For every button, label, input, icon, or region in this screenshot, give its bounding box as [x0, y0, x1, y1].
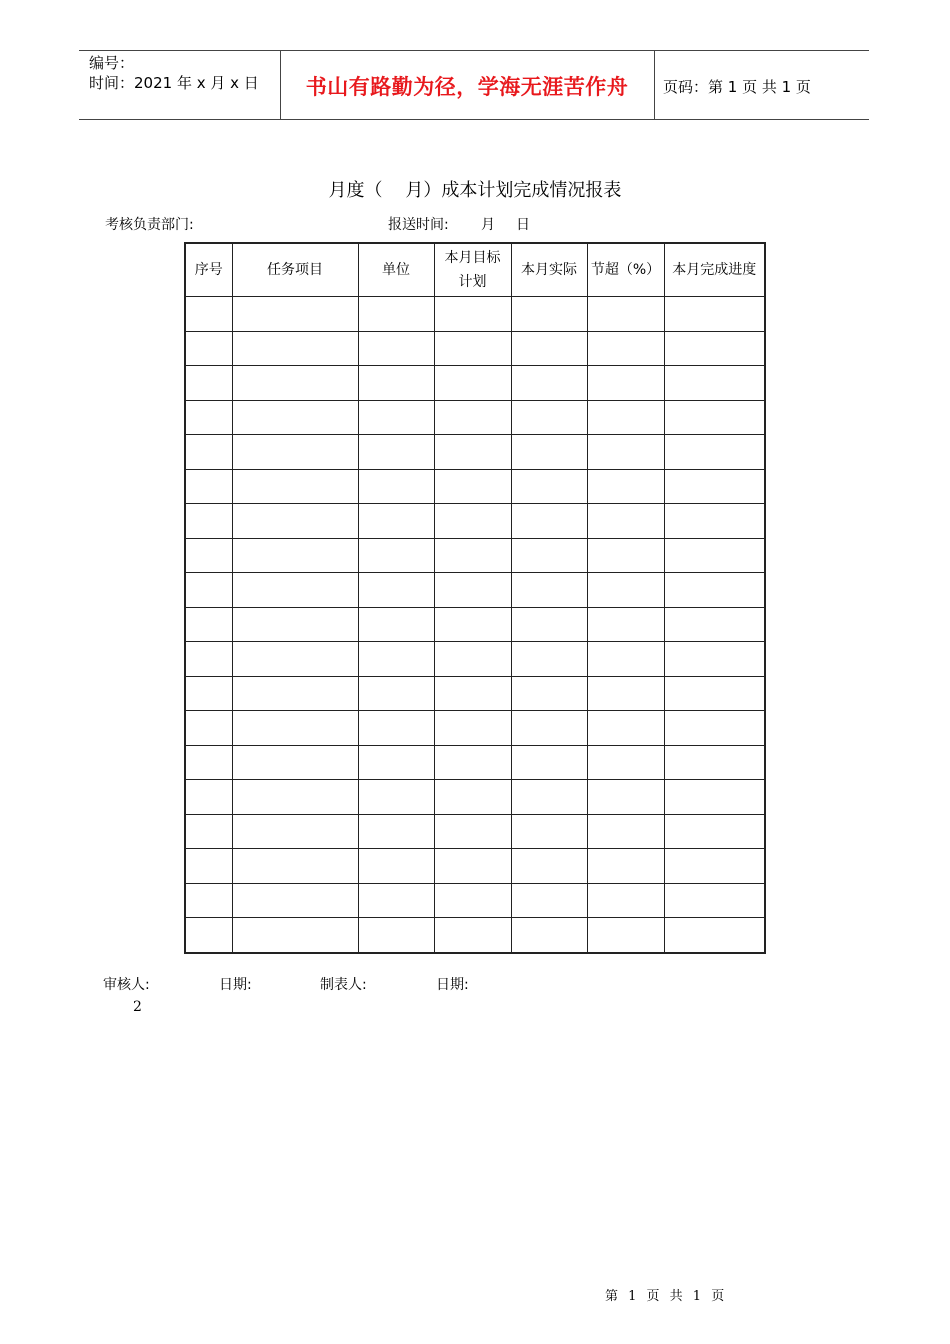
page-number: 2	[133, 999, 142, 1015]
table-cell[interactable]	[511, 814, 587, 849]
table-cell[interactable]	[358, 676, 434, 711]
table-cell[interactable]	[232, 573, 358, 608]
table-cell[interactable]	[358, 366, 434, 401]
table-cell[interactable]	[587, 918, 664, 953]
table-cell[interactable]	[358, 538, 434, 573]
table-cell[interactable]	[358, 883, 434, 918]
col-header-index: 序号	[185, 243, 232, 297]
table-cell[interactable]	[664, 745, 765, 780]
table-row	[185, 883, 765, 918]
col-header-target	[434, 243, 511, 297]
table-cell[interactable]	[511, 642, 587, 677]
table-cell[interactable]	[587, 366, 664, 401]
table-cell[interactable]	[358, 331, 434, 366]
table-cell[interactable]	[664, 814, 765, 849]
table-cell[interactable]	[232, 918, 358, 953]
month-label: 月	[481, 217, 495, 233]
table-cell[interactable]	[664, 573, 765, 608]
table-cell[interactable]	[664, 849, 765, 884]
table-cell[interactable]	[434, 642, 511, 677]
table-cell[interactable]	[587, 297, 664, 332]
table-cell[interactable]	[358, 745, 434, 780]
table-cell[interactable]	[664, 297, 765, 332]
table-cell[interactable]	[511, 504, 587, 539]
table-cell[interactable]	[587, 849, 664, 884]
table-cell[interactable]	[358, 918, 434, 953]
table-cell[interactable]	[587, 745, 664, 780]
table-cell[interactable]	[664, 400, 765, 435]
col-header-target-text: 本月目标计划	[444, 250, 501, 290]
table-cell[interactable]	[511, 297, 587, 332]
col-header-task: 任务项目	[232, 243, 358, 297]
table-row	[185, 849, 765, 884]
table-cell[interactable]	[185, 435, 232, 470]
table-cell[interactable]	[587, 331, 664, 366]
table-cell[interactable]	[587, 676, 664, 711]
table-cell[interactable]	[511, 918, 587, 953]
table-cell[interactable]	[434, 607, 511, 642]
table-cell[interactable]	[511, 435, 587, 470]
table-cell[interactable]	[434, 711, 511, 746]
table-cell[interactable]	[664, 366, 765, 401]
table-cell[interactable]	[358, 504, 434, 539]
table-cell[interactable]	[358, 573, 434, 608]
table-cell[interactable]	[358, 435, 434, 470]
page-info: 页码：第 1 页 共 1 页	[663, 78, 811, 96]
table-cell[interactable]	[185, 642, 232, 677]
table-cell[interactable]	[587, 504, 664, 539]
table-body	[185, 297, 765, 953]
time-label: 时间：2021 年 x 月 x 日	[89, 74, 259, 92]
col-header-unit: 单位	[358, 243, 434, 297]
maker-label: 制表人:	[320, 977, 367, 993]
table-row	[185, 366, 765, 401]
table-cell[interactable]	[185, 711, 232, 746]
table-row	[185, 331, 765, 366]
table-cell[interactable]	[434, 780, 511, 815]
table-cell[interactable]	[664, 331, 765, 366]
table-cell[interactable]	[185, 573, 232, 608]
table-cell[interactable]	[587, 400, 664, 435]
table-row	[185, 538, 765, 573]
table-cell[interactable]	[434, 814, 511, 849]
report-table	[184, 242, 766, 954]
table-cell[interactable]	[185, 918, 232, 953]
table-cell[interactable]	[434, 504, 511, 539]
table-cell[interactable]	[587, 607, 664, 642]
table-cell[interactable]	[511, 849, 587, 884]
date-label-2: 日期:	[436, 977, 469, 993]
table-cell[interactable]	[185, 366, 232, 401]
table-cell[interactable]	[664, 504, 765, 539]
table-cell[interactable]	[434, 366, 511, 401]
table-cell[interactable]	[232, 538, 358, 573]
table-cell[interactable]	[185, 504, 232, 539]
reviewer-label: 审核人:	[103, 977, 150, 993]
table-cell[interactable]	[664, 676, 765, 711]
table-cell[interactable]	[232, 435, 358, 470]
table-cell[interactable]	[358, 400, 434, 435]
code-label: 编号：	[89, 54, 135, 72]
table-cell[interactable]	[185, 849, 232, 884]
table-cell[interactable]	[232, 400, 358, 435]
table-cell[interactable]	[232, 780, 358, 815]
table-row	[185, 435, 765, 470]
table-row	[185, 607, 765, 642]
table-cell[interactable]	[511, 883, 587, 918]
table-cell[interactable]	[232, 297, 358, 332]
col-header-actual: 本月实际	[511, 243, 587, 297]
table-cell[interactable]	[664, 918, 765, 953]
table-cell[interactable]	[185, 745, 232, 780]
table-cell[interactable]	[232, 883, 358, 918]
table-cell[interactable]	[185, 883, 232, 918]
table-cell[interactable]	[185, 780, 232, 815]
table-cell[interactable]	[664, 711, 765, 746]
table-row	[185, 573, 765, 608]
table-cell[interactable]	[511, 676, 587, 711]
table-cell[interactable]	[185, 676, 232, 711]
table-row	[185, 400, 765, 435]
table-cell[interactable]	[232, 676, 358, 711]
table-cell[interactable]	[434, 400, 511, 435]
table-cell[interactable]	[185, 814, 232, 849]
table-cell[interactable]	[587, 538, 664, 573]
table-cell[interactable]	[358, 642, 434, 677]
table-cell[interactable]	[434, 469, 511, 504]
table-cell[interactable]	[434, 883, 511, 918]
table-cell[interactable]	[232, 331, 358, 366]
table-cell[interactable]	[232, 504, 358, 539]
table-cell[interactable]	[587, 711, 664, 746]
table-cell[interactable]	[185, 297, 232, 332]
table-row	[185, 814, 765, 849]
table-cell[interactable]	[232, 469, 358, 504]
table-cell[interactable]	[664, 780, 765, 815]
table-cell[interactable]	[185, 331, 232, 366]
table-cell[interactable]	[434, 331, 511, 366]
table-row	[185, 780, 765, 815]
table-row	[185, 642, 765, 677]
table-cell[interactable]	[511, 573, 587, 608]
table-cell[interactable]	[664, 642, 765, 677]
table-row	[185, 504, 765, 539]
table-cell[interactable]	[232, 814, 358, 849]
table-cell[interactable]	[511, 331, 587, 366]
table-cell[interactable]	[587, 642, 664, 677]
table-cell[interactable]	[587, 573, 664, 608]
table-cell[interactable]	[358, 711, 434, 746]
table-cell[interactable]	[511, 607, 587, 642]
table-cell[interactable]	[185, 400, 232, 435]
report-time-label: 报送时间:	[388, 217, 449, 233]
document-header	[79, 50, 869, 120]
table-cell[interactable]	[434, 849, 511, 884]
table-cell[interactable]	[434, 538, 511, 573]
motto-text: 书山有路勤为径，学海无涯苦作舟	[305, 75, 629, 99]
table-cell[interactable]	[185, 469, 232, 504]
col-header-saving: 节超（%）	[587, 243, 664, 297]
table-row	[185, 676, 765, 711]
table-cell[interactable]	[664, 435, 765, 470]
table-cell[interactable]	[232, 849, 358, 884]
table-cell[interactable]	[511, 400, 587, 435]
table-cell[interactable]	[587, 780, 664, 815]
table-cell[interactable]	[434, 918, 511, 953]
table-cell[interactable]	[664, 538, 765, 573]
table-cell[interactable]	[358, 297, 434, 332]
table-cell[interactable]	[511, 538, 587, 573]
day-label: 日	[516, 217, 530, 233]
table-cell[interactable]	[185, 538, 232, 573]
table-cell[interactable]	[358, 469, 434, 504]
table-cell[interactable]	[587, 814, 664, 849]
table-header-row	[185, 243, 765, 297]
col-header-progress: 本月完成进度	[664, 243, 765, 297]
table-cell[interactable]	[358, 780, 434, 815]
table-cell[interactable]	[434, 573, 511, 608]
table-cell[interactable]	[664, 607, 765, 642]
header-divider-right	[654, 51, 655, 119]
header-left	[89, 53, 259, 93]
table-cell[interactable]	[232, 745, 358, 780]
table-row	[185, 711, 765, 746]
table-cell[interactable]	[434, 676, 511, 711]
table-cell[interactable]	[664, 883, 765, 918]
date-label-1: 日期:	[219, 977, 252, 993]
table-row	[185, 297, 765, 332]
table-cell[interactable]	[358, 849, 434, 884]
table-row	[185, 745, 765, 780]
table-cell[interactable]	[587, 469, 664, 504]
table-cell[interactable]	[511, 711, 587, 746]
bottom-page-info: 第 1 页 共 1 页	[605, 1289, 728, 1304]
table-cell[interactable]	[232, 366, 358, 401]
table-cell[interactable]	[232, 607, 358, 642]
table-cell[interactable]	[434, 435, 511, 470]
table-cell[interactable]	[664, 469, 765, 504]
table-cell[interactable]	[511, 366, 587, 401]
table-cell[interactable]	[232, 642, 358, 677]
table-cell[interactable]	[587, 435, 664, 470]
table-cell[interactable]	[358, 607, 434, 642]
table-cell[interactable]	[434, 297, 511, 332]
table-cell[interactable]	[232, 711, 358, 746]
table-cell[interactable]	[511, 745, 587, 780]
table-cell[interactable]	[511, 469, 587, 504]
report-title: 月度（ 月）成本计划完成情况报表	[328, 180, 622, 201]
dept-label: 考核负责部门:	[105, 217, 194, 233]
table-row	[185, 918, 765, 953]
table-cell[interactable]	[434, 745, 511, 780]
table-cell[interactable]	[587, 883, 664, 918]
table-cell[interactable]	[185, 607, 232, 642]
table-row	[185, 469, 765, 504]
table-cell[interactable]	[358, 814, 434, 849]
table-cell[interactable]	[511, 780, 587, 815]
